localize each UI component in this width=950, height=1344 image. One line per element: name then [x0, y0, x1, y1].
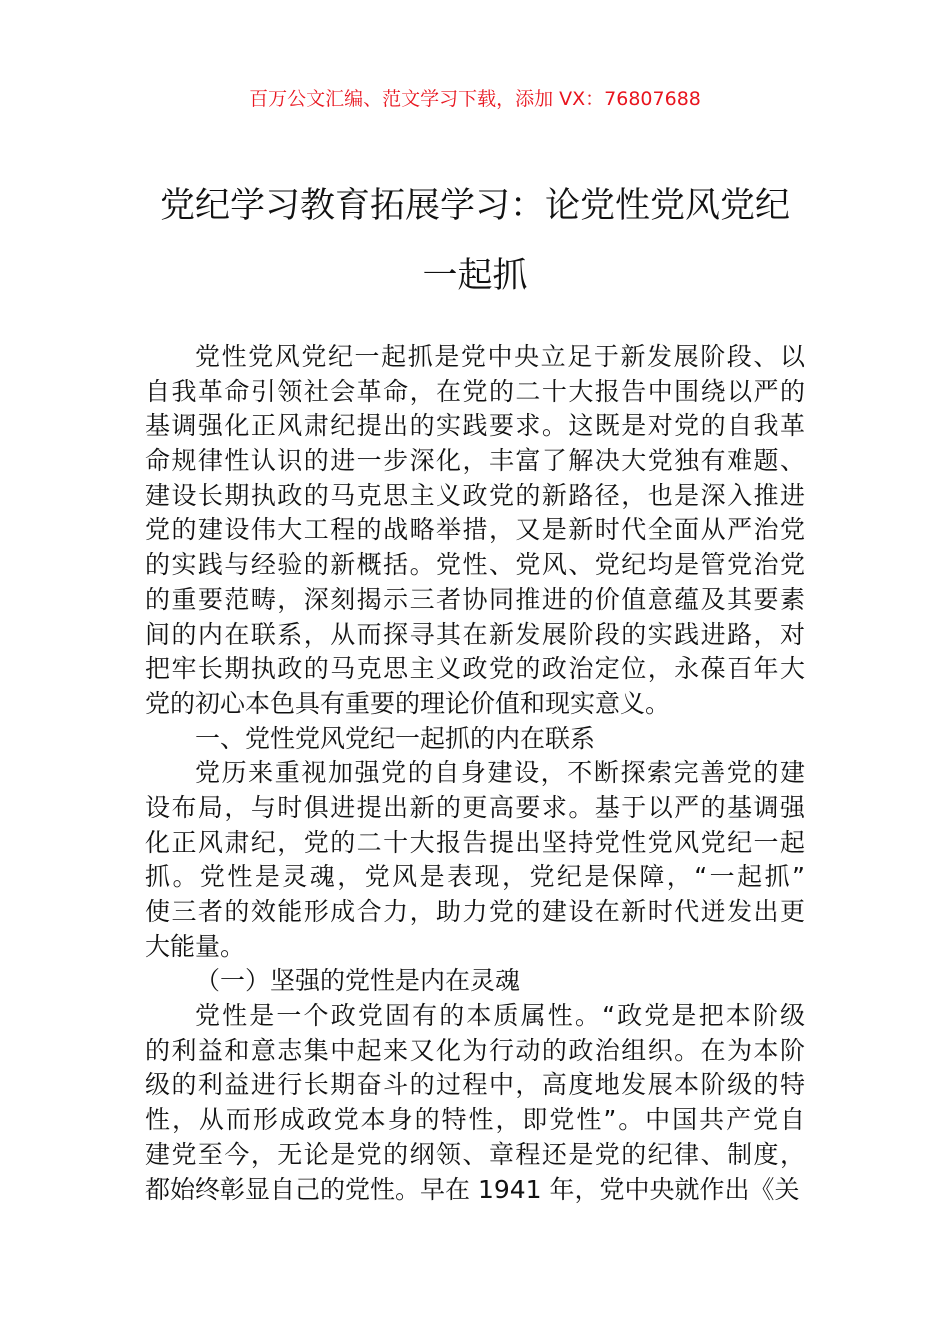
text-line: 命规律性认识的进一步深化，丰富了解决大党独有难题、 [145, 446, 805, 476]
subheading [145, 964, 805, 999]
text-line: 的重要范畴，深刻揭示三者协同推进的价值意蕴及其要素 [145, 584, 805, 614]
document-body [145, 340, 805, 1207]
text-line: 一、党性党风党纪一起抓的内在联系 [195, 723, 596, 753]
text-line: 都始终彰显自己的党性。早在 1941 年，党中央就作出《关 [145, 1174, 800, 1204]
text-line: 基调强化正风肃纪提出的实践要求。这既是对党的自我革 [145, 411, 805, 441]
text-line: 的实践与经验的新概括。党性、党风、党纪均是管党治党 [145, 550, 805, 580]
text-line: 建设长期执政的马克思主义政党的新路径，也是深入推进 [145, 480, 805, 510]
text-line: 抓。党性是灵魂，党风是表现，党纪是保障，“一起抓” [145, 862, 805, 892]
text-line: 党的建设伟大工程的战略举措，又是新时代全面从严治党 [145, 515, 805, 545]
text-line: 间的内在联系，从而探寻其在新发展阶段的实践进路，对 [145, 619, 805, 649]
text-line: 党性党风党纪一起抓是党中央立足于新发展阶段、以 [195, 342, 805, 371]
text-line: 自我革命引领社会革命，在党的二十大报告中围绕以严的 [145, 376, 805, 406]
watermark-header: 百万公文汇编、范文学习下载，添加 VX：76807688 [249, 88, 701, 110]
heading [145, 722, 805, 757]
text-line: 使三者的效能形成合力，助力党的建设在新时代迸发出更 [145, 897, 805, 926]
text-line: 党性是一个政党固有的本质属性。“政党是把本阶级 [195, 1001, 805, 1031]
text-line: 党历来重视加强党的自身建设，不断探索完善党的建 [195, 758, 805, 788]
text-line: 级的利益进行长期奋斗的过程中，高度地发展本阶级的特 [145, 1070, 805, 1100]
document-title-line-2: 一起抓 [422, 256, 528, 296]
paragraph [145, 999, 805, 1207]
paragraph [145, 756, 805, 964]
text-line: 设布局，与时俱进提出新的更高要求。基于以严的基调强 [145, 792, 805, 822]
paragraph [145, 340, 805, 722]
text-line: 把牢长期执政的马克思主义政党的政治定位，永葆百年大 [145, 654, 805, 684]
text-line: 性，从而形成政党本身的特性，即党性”。中国共产党自 [145, 1105, 805, 1135]
text-line: 建党至今，无论是党的纲领、章程还是党的纪律、制度， [145, 1139, 805, 1169]
text-line: 党的初心本色具有重要的理论价值和现实意义。 [145, 688, 671, 718]
text-line: 化正风肃纪，党的二十大报告提出坚持党性党风党纪一起 [145, 827, 805, 857]
document-title-line-1: 党纪学习教育拓展学习：论党性党风党纪 [159, 186, 790, 226]
text-line: 的利益和意志集中起来又化为行动的政治组织。在为本阶 [145, 1035, 805, 1065]
text-line: （一）坚强的党性是内在灵魂 [195, 966, 521, 996]
text-line: 大能量。 [145, 931, 246, 961]
